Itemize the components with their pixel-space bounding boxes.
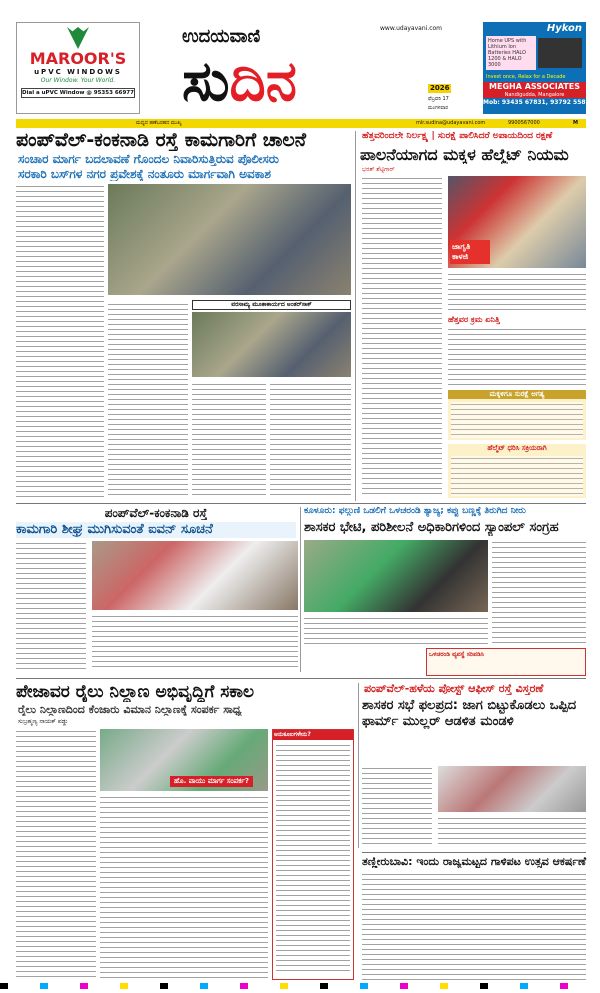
story4-body xyxy=(492,540,586,645)
story1-photo xyxy=(108,184,351,295)
story4-kicker: ಕೂಳೂರು: ಫಲ್ಗುಣಿ ಒಡಲಿಗೆ ಒಳಚರಂಡಿ ತ್ಯಾಜ್ಯ; ಕಪ್ಪು ಬಣ್ಣಕ್ಕೆ ತಿರುಗಿದ ನೀರು xyxy=(304,506,526,516)
brand-small: ಉದಯವಾಣಿ xyxy=(182,26,261,47)
story1-body xyxy=(16,184,104,497)
dealer-place: Nandigudda, Mangalore xyxy=(483,92,586,98)
story5-photo-label: ಹೊ. ವಾಯು ಮಾರ್ಗ ಸಂಪರ್ಕ? xyxy=(170,776,253,787)
story2-box2 xyxy=(448,444,586,498)
story2-kicker: ಹೆತ್ತವರಿಂದಲೇ ನಿರ್ಲಕ್ಷ್ಯ | ಸುರಕ್ಷೆ ಪಾಲಿಸಿದರೆ ಅಪಾಯದಿಂದ ರಕ್ಷಣೆ xyxy=(362,131,553,141)
story2-headline[interactable]: ಪಾಲನೆಯಾಗದ ಮಕ್ಕಳ ಹೆಲ್ಮೆಟ್ ನಿಯಮ xyxy=(360,145,569,164)
logo-black: ಸು xyxy=(182,49,230,114)
box1-text xyxy=(451,402,583,438)
story3-body xyxy=(16,541,86,670)
dealer-mob: Mob: 93435 67831, 93792 55881 xyxy=(483,99,594,106)
box2-text xyxy=(451,456,583,496)
section-divider xyxy=(16,503,586,504)
bottom-headline[interactable]: ತಣ್ಣೀರುಬಾವಿ: ಇಂದು ರಾಜ್ಯಮಟ್ಟದ ಗಾಳಿಪಟ ಉತ್ಸವ ಆಕರ್ಷಣೆ xyxy=(362,855,587,868)
river-photo xyxy=(304,540,488,612)
section-divider-3 xyxy=(362,852,586,853)
column-divider xyxy=(355,131,356,501)
bottom-body xyxy=(362,872,586,980)
box1-title: ಮಕ್ಕಳಿಗೂ ಸುರಕ್ಷೆ ಅಗತ್ಯ xyxy=(448,390,586,399)
story2-box1 xyxy=(448,390,586,440)
story4-box: ಒಳಚರಂಡಿ ವ್ಯವಸ್ಥೆ ಸರಿಪಡಿಸಿ xyxy=(426,648,586,676)
ad-slogan: Our Window. Your World. xyxy=(40,77,116,84)
story5-body2 xyxy=(100,795,268,980)
ad-cta: Dial a uPVC Window @ 95353 66977 xyxy=(22,90,134,96)
hykon-text: Home UPS with Lithium Ion Batteries HALO 1200 & HALO 3000 xyxy=(486,36,536,70)
ad-maroors[interactable] xyxy=(16,22,140,114)
dealer: MEGHA ASSOCIATES xyxy=(483,82,586,92)
ad-sub: uPVC WINDOWS xyxy=(34,68,122,76)
story5-sub: ರೈಲು ನಿಲ್ದಾಣದಿಂದ ಕೆಂಜಾರು ವಿಮಾನ ನಿಲ್ದಾಣಕ್ಕೆ ಸಂಪರ್ಕ ಸಾಧ್ಯ xyxy=(18,703,242,716)
story6-headline[interactable]: ಶಾಸಕರ ಸಭೆ ಫಲಪ್ರದ: ಜಾಗ ಬಿಟ್ಟುಕೊಡಲು ಒಪ್ಪಿದ ಫಾರ್ಮ್ ಮುಲ್ಲರ್ ಆಡಳಿತ ಮಂಡಳಿ xyxy=(362,698,577,729)
masthead-logo xyxy=(182,50,297,116)
story5-side xyxy=(272,729,354,980)
story3-photo xyxy=(92,541,298,610)
website[interactable]: www.udayavani.com xyxy=(380,25,443,32)
story6-body xyxy=(362,766,432,848)
story2-body2 xyxy=(448,272,586,312)
logo-red: ದಿನ xyxy=(229,49,297,114)
traffic-photo xyxy=(192,312,351,377)
story1-sub1: ಸಂಚಾರ ಮಾರ್ಗ ಬದಲಾವಣೆ ಗೊಂದಲ ನಿವಾರಿಸುತ್ತಿರುವ ಪೊಲೀಸರು xyxy=(18,152,279,166)
story5-body xyxy=(16,729,96,980)
story6-body2 xyxy=(438,816,586,848)
ad-brand: MAROOR'S xyxy=(29,49,127,68)
meeting-photo xyxy=(438,766,586,812)
story2-body xyxy=(362,176,442,496)
story1-body2 xyxy=(108,302,188,497)
edition: M xyxy=(573,120,578,126)
leaf-logo-icon xyxy=(67,27,89,49)
story5-byline: ಸುಬ್ರಹ್ಮಣ್ಯ ನಾಯಕ್ ಪಡ್ಡು xyxy=(18,718,69,725)
story6-kicker: ಪಂಪ್‌ವೆಲ್-ಹಳೆಯ ಪೋಸ್ಟ್ ಆಫೀಸ್ ರಸ್ತೆ ವಿಸ್ತರಣೆ xyxy=(364,682,544,695)
awareness-badge: ಜಾಗೃತಿ ಕಾಳಜಿ xyxy=(450,240,490,264)
tagline: ಮಧ್ಯದ ಹಣೆಬರಹದ ಮುಖ್ಯ xyxy=(136,120,182,126)
story1-headline[interactable]: ಪಂಪ್‌ವೆಲ್-ಕಂಕನಾಡಿ ರಸ್ತೆ ಕಾಮಗಾರಿಗೆ ಚಾಲನೆ xyxy=(16,130,307,151)
story1-box-title: ವರಸಾಮ್ಯ ಮೂಕಾಕಾರ್ಯದ ಅಂತರ್‌ಸಾಕ್ xyxy=(192,300,351,310)
story2-byline: ಭರತ್ ಶೆಟ್ಟಿಗಾರ್ xyxy=(362,166,395,173)
story3-headline-top: ಪಂಪ್‌ವೆಲ್-ಕಂಕನಾಡಿ ರಸ್ತೆ xyxy=(104,506,208,520)
masthead-strip xyxy=(16,119,586,128)
story3-headline[interactable]: ಕಾಮಗಾರಿ ಶೀಘ್ರ ಮುಗಿಸುವಂತೆ ಐವನ್ ಸೂಚನೆ xyxy=(16,522,296,538)
column-divider-3 xyxy=(358,683,359,848)
story3-body2 xyxy=(92,614,298,670)
registration-marks xyxy=(0,983,600,989)
story1-body4 xyxy=(270,382,351,497)
story4-body2 xyxy=(304,616,488,644)
hykon-tagline: Invest once, Relax for a Decade xyxy=(486,74,566,80)
story2-point-title: ಹೆತ್ತವರ ಕ್ರಮ ಏನಿತ್ತಿ xyxy=(448,315,500,324)
ad-hykon[interactable] xyxy=(483,22,594,114)
ups-product-image xyxy=(538,38,582,68)
hykon-brand: Hykon xyxy=(546,23,582,34)
side-title: ಅನುಕೂಲಗಳೇನು? xyxy=(273,730,353,740)
column-divider-2 xyxy=(300,507,301,672)
story1-sub2: ಸರಕಾರಿ ಬಸ್‌ಗಳ ನಗರ ಪ್ರವೇಶಕ್ಕೆ ನಂತೂರು ಮಾರ್ಗವಾಗಿ ಅವಕಾಶ xyxy=(18,167,271,181)
story2-body3 xyxy=(448,327,586,386)
email[interactable]: mlr.sudina@udayavani.com xyxy=(416,120,486,126)
date-line2: ಮಂಗಳವಾರ xyxy=(428,105,449,111)
date-line1: ಫೆಬ್ರವರಿ 17 xyxy=(428,96,449,102)
section-divider-2 xyxy=(16,678,586,679)
story1-body3 xyxy=(192,382,266,497)
box2-title: ಹೆಲ್ಮೆಟ್ ಧರಿಸಿ ಸಕ್ರಿಯರಾಗಿ xyxy=(487,444,547,452)
story5-headline[interactable]: ಪೇಜಾವರ ರೈಲು ನಿಲ್ದಾಣ ಅಭಿವೃದ್ಧಿಗೆ ಸಕಾಲ xyxy=(16,682,254,702)
phone: 9900567000 xyxy=(508,120,540,126)
side-text xyxy=(276,743,350,973)
year-badge: 2026 xyxy=(430,84,450,92)
story4-headline[interactable]: ಶಾಸಕರ ಭೇಟಿ, ಪರಿಶೀಲನೆ ಅಧಿಕಾರಿಗಳಿಂದ ಸ್ಯಾಂಪಲ್ ಸಂಗ್ರಹ xyxy=(304,520,559,535)
